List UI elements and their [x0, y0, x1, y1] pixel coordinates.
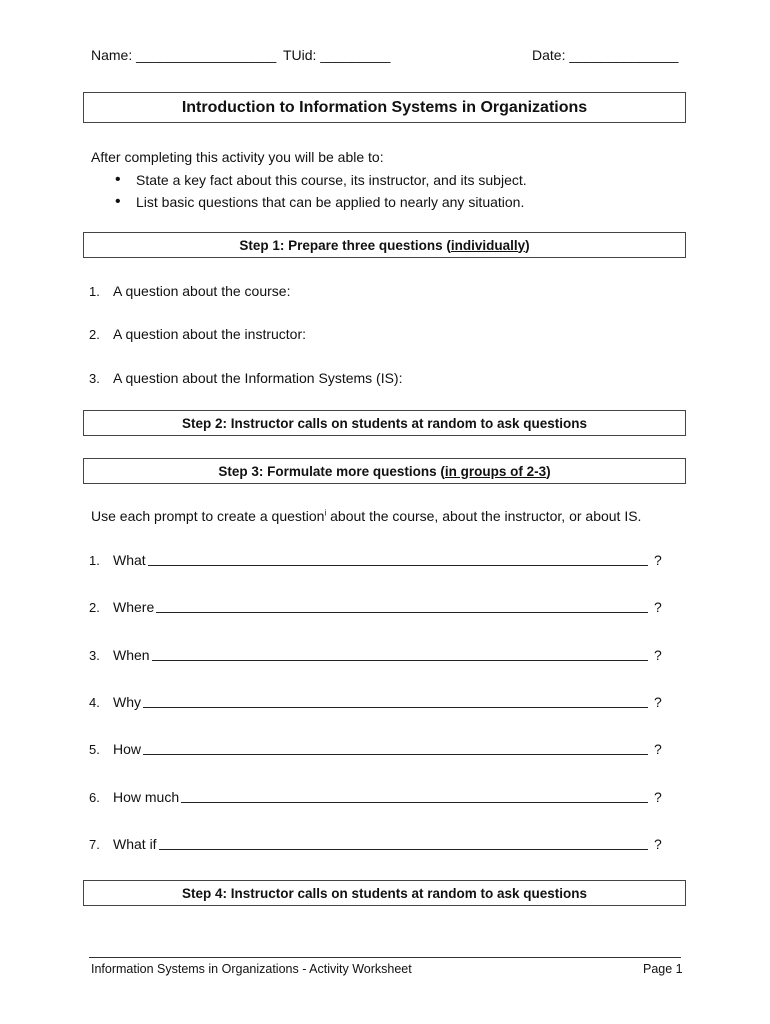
prompt-number: 6.	[89, 790, 100, 805]
prompt-number: 5.	[89, 742, 100, 757]
question-text: A question about the Information Systems (IS):	[113, 370, 403, 386]
prompt-number: 2.	[89, 600, 100, 615]
objectives-section	[91, 146, 527, 214]
footer-divider	[89, 957, 681, 958]
step3-heading	[83, 458, 686, 484]
question-mark: ?	[654, 552, 662, 568]
question-mark: ?	[654, 599, 662, 615]
step3-close: )	[546, 463, 551, 479]
question-mark: ?	[654, 647, 662, 663]
objectives-list	[91, 169, 527, 214]
question-text: A question about the instructor:	[113, 326, 307, 342]
answer-line[interactable]	[143, 740, 648, 755]
answer-line[interactable]	[152, 646, 648, 661]
worksheet-title-box	[83, 92, 686, 123]
prompt-word: How much	[113, 789, 180, 805]
step4-heading	[83, 880, 686, 906]
answer-line[interactable]	[143, 693, 648, 708]
name-field-label: Name: __________________	[91, 47, 277, 63]
question-text: A question about the course:	[113, 283, 291, 299]
instruction-text: Use each prompt to create a question	[91, 508, 325, 524]
prompt-row	[89, 788, 664, 805]
step1-question	[89, 370, 402, 386]
objective-item: • List basic questions that can be applied to nearly any situation.	[91, 191, 527, 214]
step2-label: Step 2: Instructor calls on students at random to ask questions	[181, 415, 588, 431]
question-mark: ?	[654, 789, 662, 805]
prompt-row	[89, 693, 664, 710]
tuid-field-label: TUid: _________	[283, 47, 391, 63]
step1-question	[89, 326, 306, 342]
answer-line[interactable]	[181, 788, 648, 803]
prompt-number: 7.	[89, 837, 100, 852]
question-mark: ?	[654, 694, 662, 710]
prompt-number: 4.	[89, 695, 100, 710]
question-mark: ?	[654, 741, 662, 757]
objective-item: • State a key fact about this course, its instructor, and its subject.	[91, 169, 527, 192]
step3-emphasis: in groups of 2-3	[444, 463, 547, 479]
step1-close: )	[525, 237, 530, 253]
answer-line[interactable]	[159, 835, 648, 850]
prompt-row	[89, 598, 664, 615]
instruction-text-cont: about the course, about the instructor, or about IS.	[326, 508, 642, 524]
prompt-row	[89, 551, 664, 568]
objectives-intro: After completing this activity you will be able to:	[91, 149, 384, 165]
prompt-word: What	[113, 552, 146, 568]
step3-label: Step 3: Formulate more questions (	[218, 463, 445, 479]
step3-instruction	[91, 508, 641, 524]
footer-page-number: Page 1	[643, 962, 683, 976]
footnote-mark: i	[324, 508, 327, 518]
prompt-row	[89, 740, 664, 757]
step1-emphasis: individually	[450, 237, 526, 253]
prompt-word: When	[113, 647, 150, 663]
step4-label: Step 4: Instructor calls on students at random to ask questions	[181, 885, 588, 901]
prompt-word: Why	[113, 694, 141, 710]
date-field-label: Date: ______________	[532, 47, 679, 63]
question-number: 1.	[89, 284, 100, 299]
step1-label: Step 1: Prepare three questions (	[239, 237, 451, 253]
answer-line[interactable]	[156, 598, 648, 613]
worksheet-title: Introduction to Information Systems in Organizations	[181, 98, 588, 116]
prompt-word: What if	[113, 836, 157, 852]
step1-heading	[83, 232, 686, 258]
question-mark: ?	[654, 836, 662, 852]
prompt-row	[89, 835, 664, 852]
prompt-word: How	[113, 741, 142, 757]
prompt-word: Where	[113, 599, 155, 615]
answer-line[interactable]	[148, 551, 648, 566]
prompt-number: 3.	[89, 648, 100, 663]
question-number: 2.	[89, 327, 100, 342]
footer-doc-name: Information Systems in Organizations - Activity Worksheet	[91, 962, 412, 976]
step1-question	[89, 283, 290, 299]
question-number: 3.	[89, 371, 100, 386]
prompt-number: 1.	[89, 553, 100, 568]
prompt-row	[89, 646, 664, 663]
step2-heading	[83, 410, 686, 436]
